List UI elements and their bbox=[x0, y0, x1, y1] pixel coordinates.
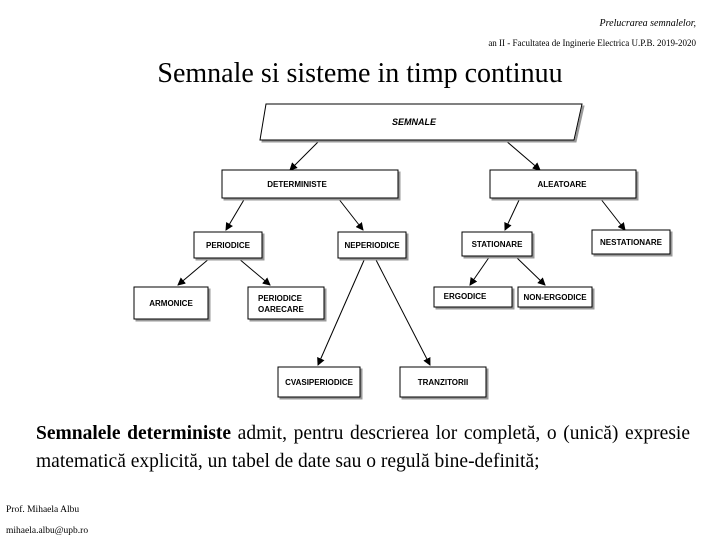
header-course: Prelucrarea semnalelor, bbox=[599, 18, 696, 29]
node-ergodice-label: ERGODICE bbox=[443, 292, 487, 301]
edge-semnale-aleatoare bbox=[505, 140, 540, 170]
node-nestationare bbox=[592, 230, 670, 254]
node-periodice-oarecare bbox=[248, 287, 324, 319]
node-stationare-label: STATIONARE bbox=[471, 240, 523, 249]
footer-email: mihaela.albu@upb.ro bbox=[6, 526, 89, 536]
definition-term: Semnalele deterministe bbox=[36, 423, 232, 444]
node-periodice-oarecare-label-1: PERIODICE bbox=[258, 294, 303, 303]
edge-neperiodice-cvasiperiodice bbox=[318, 258, 365, 365]
edge-aleatoare-nestationare bbox=[600, 198, 625, 230]
node-neperiodice bbox=[338, 232, 406, 258]
node-armonice bbox=[134, 287, 208, 319]
node-nestationare-label: NESTATIONARE bbox=[600, 238, 662, 247]
header-faculty: an II - Facultatea de Inginerie Electrica U.P.B. 2019-2020 bbox=[488, 38, 696, 48]
edge-stationare-ergodice bbox=[470, 256, 490, 285]
node-semnale-label: SEMNALE bbox=[391, 117, 437, 127]
node-tranzitorii-label: TRANZITORII bbox=[417, 378, 469, 387]
definition-paragraph bbox=[36, 420, 690, 476]
node-aleatoare-label: ALEATOARE bbox=[537, 180, 587, 189]
node-periodice-label: PERIODICE bbox=[205, 241, 251, 250]
edge-stationare-nonergodice bbox=[515, 256, 545, 285]
node-cvasiperiodice-label: CVASIPERIODICE bbox=[285, 378, 353, 387]
definition-text: admit, pentru descrierea lor completă, o (unică) expresie matematică explicită, un tabel de date sau o regulă bine-definită; bbox=[36, 423, 690, 472]
node-deterministe-label: DETERMINISTE bbox=[267, 180, 327, 189]
edge-semnale-deterministe bbox=[290, 140, 320, 170]
node-tranzitorii bbox=[400, 367, 486, 397]
edge-periodice-armonice bbox=[178, 258, 210, 285]
node-deterministe bbox=[222, 170, 398, 198]
edge-neperiodice-tranzitorii bbox=[375, 258, 430, 365]
edge-deterministe-periodice bbox=[226, 198, 245, 230]
node-non-ergodice bbox=[518, 287, 592, 307]
edge-aleatoare-stationare bbox=[505, 198, 520, 230]
footer-author: Prof. Mihaela Albu bbox=[6, 505, 80, 515]
edge-deterministe-neperiodice bbox=[338, 198, 363, 230]
node-stationare bbox=[462, 232, 532, 256]
node-periodice-oarecare-label-2: OARECARE bbox=[258, 305, 304, 314]
node-periodice bbox=[194, 232, 262, 258]
node-aleatoare bbox=[490, 170, 636, 198]
node-non-ergodice-label: NON-ERGODICE bbox=[523, 293, 587, 302]
node-armonice-label: ARMONICE bbox=[149, 299, 193, 308]
edge-periodice-oarecare bbox=[238, 258, 270, 285]
node-neperiodice-label: NEPERIODICE bbox=[344, 241, 400, 250]
page-title: Semnale si sisteme in timp continuu bbox=[157, 58, 563, 89]
node-ergodice bbox=[434, 287, 512, 307]
node-semnale bbox=[260, 104, 582, 140]
node-cvasiperiodice bbox=[278, 367, 360, 397]
